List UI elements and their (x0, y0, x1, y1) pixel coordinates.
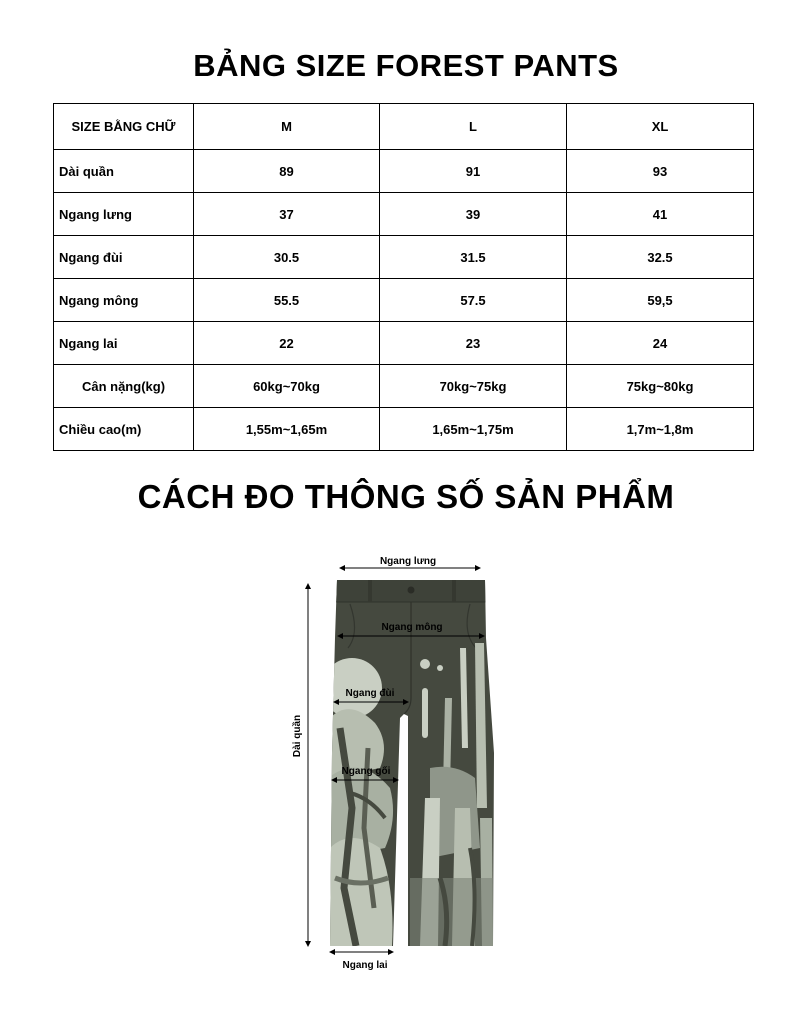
table-cell: 60kg~70kg (194, 365, 380, 408)
length-label: Dài quần (292, 714, 303, 758)
table-cell: 70kg~75kg (380, 365, 567, 408)
table-cell: 39 (380, 193, 567, 236)
column-header: L (380, 104, 567, 150)
waist-measure (340, 556, 480, 568)
table-cell: 75kg~80kg (567, 365, 754, 408)
section-title: CÁCH ĐO THÔNG SỐ SẢN PHẨM (137, 478, 675, 515)
row-label: Ngang lai (54, 322, 194, 365)
table-cell: 57.5 (380, 279, 567, 322)
hip-label: Ngang mông (381, 622, 443, 633)
table-row (54, 193, 754, 236)
table-cell: 55.5 (194, 279, 380, 322)
row-label: Ngang đùi (54, 236, 194, 279)
table-cell: 93 (567, 150, 754, 193)
table-row (54, 279, 754, 322)
waist-label: Ngang lưng (379, 556, 437, 567)
table-row (54, 365, 754, 408)
table-cell: 1,55m~1,65m (194, 408, 380, 451)
hem-label: Ngang lai (342, 960, 388, 971)
column-header: XL (567, 104, 754, 150)
table-cell: 37 (194, 193, 380, 236)
table-cell: 23 (380, 322, 567, 365)
table-cell: 91 (380, 150, 567, 193)
table-cell: 1,7m~1,8m (567, 408, 754, 451)
page-title: BẢNG SIZE FOREST PANTS (193, 48, 619, 83)
pants-shape (322, 580, 494, 946)
table-cell: 31.5 (380, 236, 567, 279)
table-cell: 24 (567, 322, 754, 365)
measurement-diagram (280, 548, 520, 978)
row-label: Ngang lưng (54, 193, 194, 236)
table-header-row (54, 104, 754, 150)
size-table (53, 103, 754, 451)
table-cell: 89 (194, 150, 380, 193)
table-cell: 30.5 (194, 236, 380, 279)
table-cell: 22 (194, 322, 380, 365)
row-label: Ngang mông (54, 279, 194, 322)
table-row (54, 236, 754, 279)
thigh-label: Ngang đùi (345, 688, 395, 699)
table-cell: 59,5 (567, 279, 754, 322)
row-label: Dài quần (54, 150, 194, 193)
table-cell: 1,65m~1,75m (380, 408, 567, 451)
column-header: SIZE BẰNG CHỮ (54, 104, 194, 150)
row-label: Cân nặng(kg) (54, 365, 194, 408)
table-row (54, 408, 754, 451)
table-row (54, 150, 754, 193)
length-measure (291, 584, 308, 946)
hem-measure (330, 952, 393, 971)
column-header: M (194, 104, 380, 150)
table-row (54, 322, 754, 365)
table-cell: 41 (567, 193, 754, 236)
pants-illustration (280, 548, 520, 978)
knee-label: Ngang gối (341, 766, 391, 777)
table-cell: 32.5 (567, 236, 754, 279)
row-label: Chiều cao(m) (54, 408, 194, 451)
